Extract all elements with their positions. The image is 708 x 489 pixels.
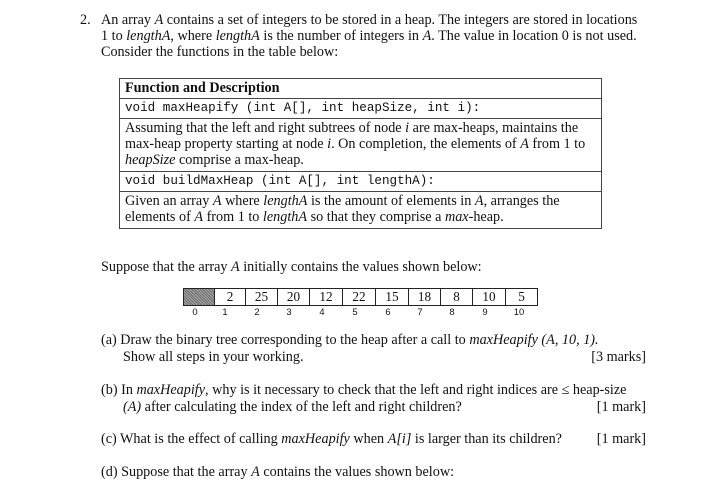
part-a-line-1: (a) Draw the binary tree corresponding to the heap after a call to maxHeapify (A, 10, 1). bbox=[101, 332, 599, 348]
array-index: 10 bbox=[513, 306, 525, 317]
array-index: 3 bbox=[286, 306, 292, 317]
array-cell: 25 bbox=[246, 289, 278, 305]
array-cell: 20 bbox=[278, 289, 310, 305]
table-row bbox=[120, 172, 602, 192]
build-max-heap-description: Given an array A where lengthA is the amount of elements in A, arranges the elements of A from 1 to lengthA so that they comprise a max-heap. bbox=[120, 192, 602, 229]
part-b-line-1: (b) In maxHeapify, why is it necessary to check that the left and right indices are ≤ heap-size bbox=[101, 382, 627, 398]
max-heapify-description: Assuming that the left and right subtrees of node i are max-heaps, maintains the max-heap property starting at node i. On completion, the elements of A from 1 to heapSize comprise a max-heap. bbox=[120, 119, 602, 172]
intro-line-2: 1 to lengthA, where lengthA is the number of integers in A. The value in location 0 is not used. bbox=[101, 28, 637, 45]
array-index: 1 bbox=[222, 306, 228, 317]
part-b-marks: [1 mark] bbox=[596, 398, 646, 415]
part-a-line-2: Show all steps in your working. [3 marks] bbox=[123, 348, 646, 365]
part-c-line: (c) What is the effect of calling maxHeapify when A[i] is larger than its children? [1 mark] bbox=[101, 431, 646, 447]
array-index: 8 bbox=[449, 306, 455, 317]
array-cell-unused bbox=[184, 289, 215, 305]
array-index: 7 bbox=[417, 306, 423, 317]
heap-array bbox=[183, 288, 538, 306]
function-table bbox=[119, 78, 602, 229]
part-c bbox=[101, 431, 646, 448]
table-header: Function and Description bbox=[120, 79, 602, 99]
part-d: (d) Suppose that the array A contains the values shown below: bbox=[101, 464, 455, 480]
table-row bbox=[120, 192, 602, 229]
array-index: 6 bbox=[385, 306, 391, 317]
array-index: 9 bbox=[482, 306, 488, 317]
array-cell: 5 bbox=[518, 289, 525, 304]
max-heapify-signature: void maxHeapify (int A[], int heapSize, int i): bbox=[120, 99, 602, 119]
array-cell: 18 bbox=[409, 289, 441, 305]
part-a bbox=[101, 332, 646, 365]
array-cell: 15 bbox=[376, 289, 409, 305]
intro-line-3: Consider the functions in the table below: bbox=[101, 44, 339, 61]
table-row bbox=[120, 99, 602, 119]
part-b bbox=[101, 382, 646, 415]
build-max-heap-signature: void buildMaxHeap (int A[], int lengthA): bbox=[120, 172, 602, 192]
table-row bbox=[120, 119, 602, 172]
array-index: 2 bbox=[254, 306, 260, 317]
array-cell: 10 bbox=[473, 289, 506, 305]
suppose-initial-array: Suppose that the array A initially contains the values shown below: bbox=[101, 259, 482, 275]
question-intro bbox=[101, 12, 661, 61]
part-a-marks: [3 marks] bbox=[591, 348, 646, 365]
array-cell: 22 bbox=[343, 289, 376, 305]
part-b-line-2: (A) after calculating the index of the left and right children? [1 mark] bbox=[123, 398, 646, 415]
array-cell: 8 bbox=[441, 289, 473, 305]
table-header-row bbox=[120, 79, 602, 99]
array-index: 5 bbox=[352, 306, 358, 317]
array-index: 4 bbox=[319, 306, 325, 317]
array-cell: 12 bbox=[310, 289, 343, 305]
part-c-marks: [1 mark] bbox=[596, 431, 646, 447]
intro-line-1: An array A contains a set of integers to be stored in a heap. The integers are stored in locations bbox=[101, 12, 638, 28]
array-cell: 2 bbox=[215, 289, 246, 305]
question-number: 2. bbox=[80, 12, 91, 28]
array-index: 0 bbox=[192, 306, 198, 317]
